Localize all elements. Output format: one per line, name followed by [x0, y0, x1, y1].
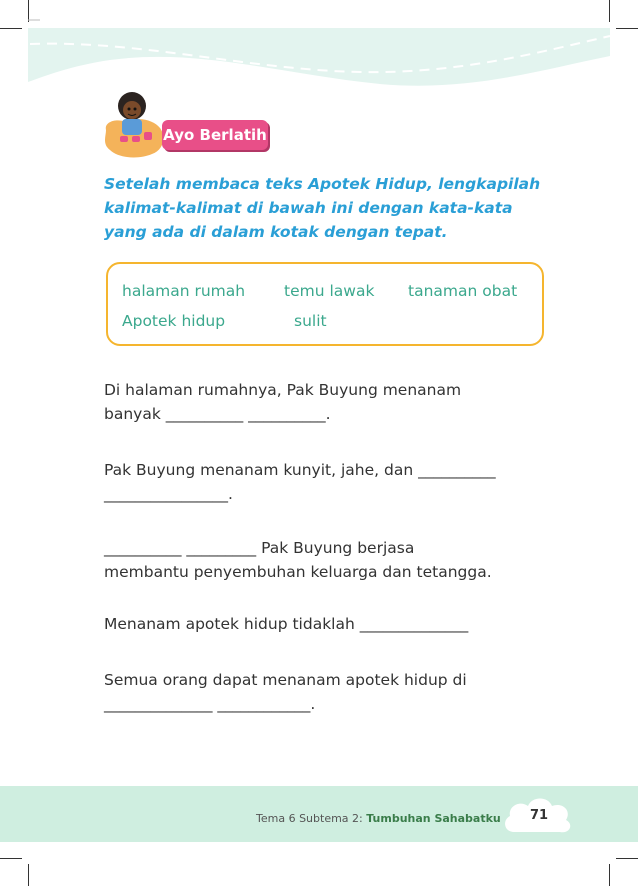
- ayo-berlatih-section-badge: [102, 92, 282, 162]
- footer-caption: [256, 812, 501, 825]
- crop-mark: [609, 864, 610, 886]
- header-wave-decoration: [0, 0, 638, 110]
- page-number: 71: [529, 808, 549, 823]
- sentence-line: Semua orang dapat menanam apotek hidup di: [104, 671, 467, 689]
- sentence-line: membantu penyembuhan keluarga dan tetangga.: [104, 563, 492, 581]
- sentence-line: ________________.: [104, 485, 233, 503]
- exercise-sentence-4: [104, 612, 554, 636]
- word-option: halaman rumah: [122, 282, 246, 300]
- exercise-sentence-5: [104, 668, 554, 716]
- instruction-text: Setelah membaca teks Apotek Hidup, lengkapilah kalimat-kalimat di bawah ini dengan kata-kata yang ada di dalam kotak dengan tepat.: [104, 175, 541, 241]
- word-option: temu lawak: [284, 282, 375, 300]
- crop-mark: [0, 858, 22, 859]
- exercise-sentence-1: [104, 378, 554, 426]
- crop-mark: [616, 858, 638, 859]
- footer-theme: Tema 6 Subtema 2:: [256, 812, 367, 825]
- word-option: Apotek hidup: [122, 312, 226, 330]
- exercise-sentence-2: [104, 458, 554, 506]
- sentence-line: __________ _________ Pak Buyung berjasa: [104, 539, 415, 557]
- footer-title: Tumbuhan Sahabatku: [366, 812, 501, 825]
- sentence-line: Pak Buyung menanam kunyit, jahe, dan __________: [104, 461, 496, 479]
- word-option: sulit: [294, 312, 327, 330]
- sentence-line: ______________ ____________.: [104, 695, 316, 713]
- word-option: tanaman obat: [408, 282, 518, 300]
- exercise-sentence-3: [104, 536, 554, 584]
- crop-mark: [28, 864, 29, 886]
- badge-label: Ayo Berlatih: [162, 120, 268, 150]
- sentence-line: banyak __________ __________.: [104, 405, 331, 423]
- sentence-line: Menanam apotek hidup tidaklah ______________: [104, 615, 469, 633]
- sentence-line: Di halaman rumahnya, Pak Buyung menanam: [104, 381, 462, 399]
- word-bank-box: [106, 262, 544, 346]
